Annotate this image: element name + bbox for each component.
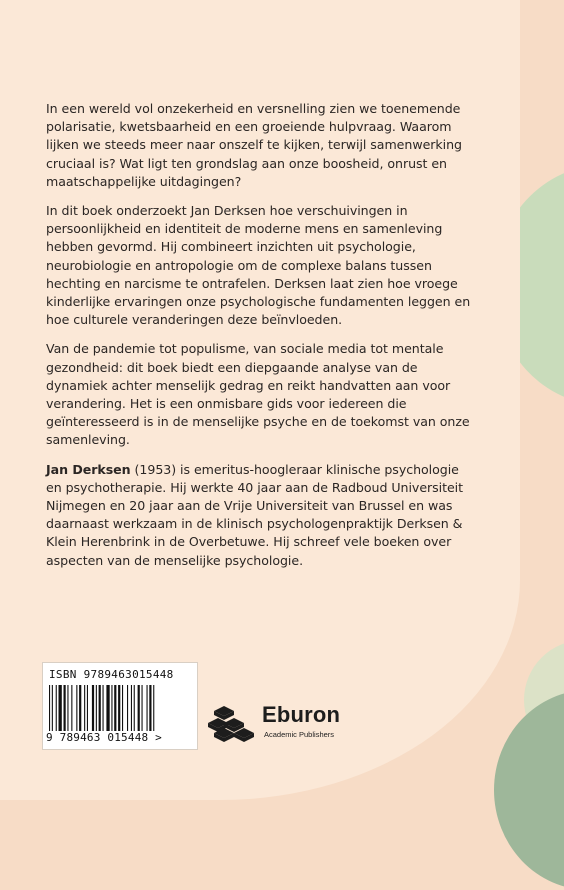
barcode-digits: 9 789463 015448 > bbox=[46, 731, 162, 744]
stacked-books-icon bbox=[206, 704, 258, 744]
publisher-logo bbox=[206, 702, 366, 748]
author-bio-text: (1953) is emeritus-hoogleraar klinische psychologie en psychotherapie. Hij werkte 40 jaar aan de Radboud Universiteit Nijmegen en 20 jaar aan de Vrije Universiteit van Brussel en was daarnaast werkzaam in de klinisch psychologenpraktijk Derksen & Klein Herenbrink in de Overbetuwe. Hij schreef vele boeken over aspecten van de menselijke psychologie. bbox=[46, 461, 464, 568]
author-bio bbox=[46, 461, 476, 570]
blurb-paragraph-3: Van de pandemie tot populisme, van sociale media tot mentale gezondheid: dit boek biedt een diepgaande analyse van de dynamiek achter menselijk gedrag en reikt handvatten aan voor verandering. Het is een onmisbare gids voor iedereen die geïnteresseerd is in de menselijke psyche en de toekomst van onze samenleving. bbox=[46, 341, 470, 448]
blurb-paragraph-2: In dit boek onderzoekt Jan Derksen hoe verschuivingen in persoonlijkheid en identiteit de moderne mens en samenleving hebben gevormd. Hij combineert inzichten uit psychologie, neurobiologie en antropologie om de complexe balans tussen hechting en narcisme te ontrafelen. Derksen laat zien hoe vroege kinderlijke ervaringen onze psychologische fundamenten leggen en hoe culturele veranderingen deze beïnvloeden. bbox=[46, 203, 471, 328]
isbn-barcode bbox=[42, 662, 198, 750]
barcode-bars bbox=[49, 685, 189, 731]
blurb-text bbox=[46, 100, 476, 581]
isbn-label: ISBN 9789463015448 bbox=[49, 668, 174, 681]
publisher-subtitle: Academic Publishers bbox=[264, 730, 335, 739]
author-name: Jan Derksen bbox=[46, 461, 131, 477]
publisher-name: Eburon bbox=[262, 702, 341, 727]
decorative-green-shape-bottom bbox=[494, 690, 564, 890]
blurb-paragraph-1: In een wereld vol onzekerheid en versnelling zien we toenemende polarisatie, kwetsbaarheid en een groeiende hulpvraag. Waarom lijken we steeds meer naar onszelf te kijken, terwijl samenwerking cruciaal is? Wat ligt ten grondslag aan onze boosheid, onrust en maatschappelijke uitdagingen? bbox=[46, 101, 462, 189]
